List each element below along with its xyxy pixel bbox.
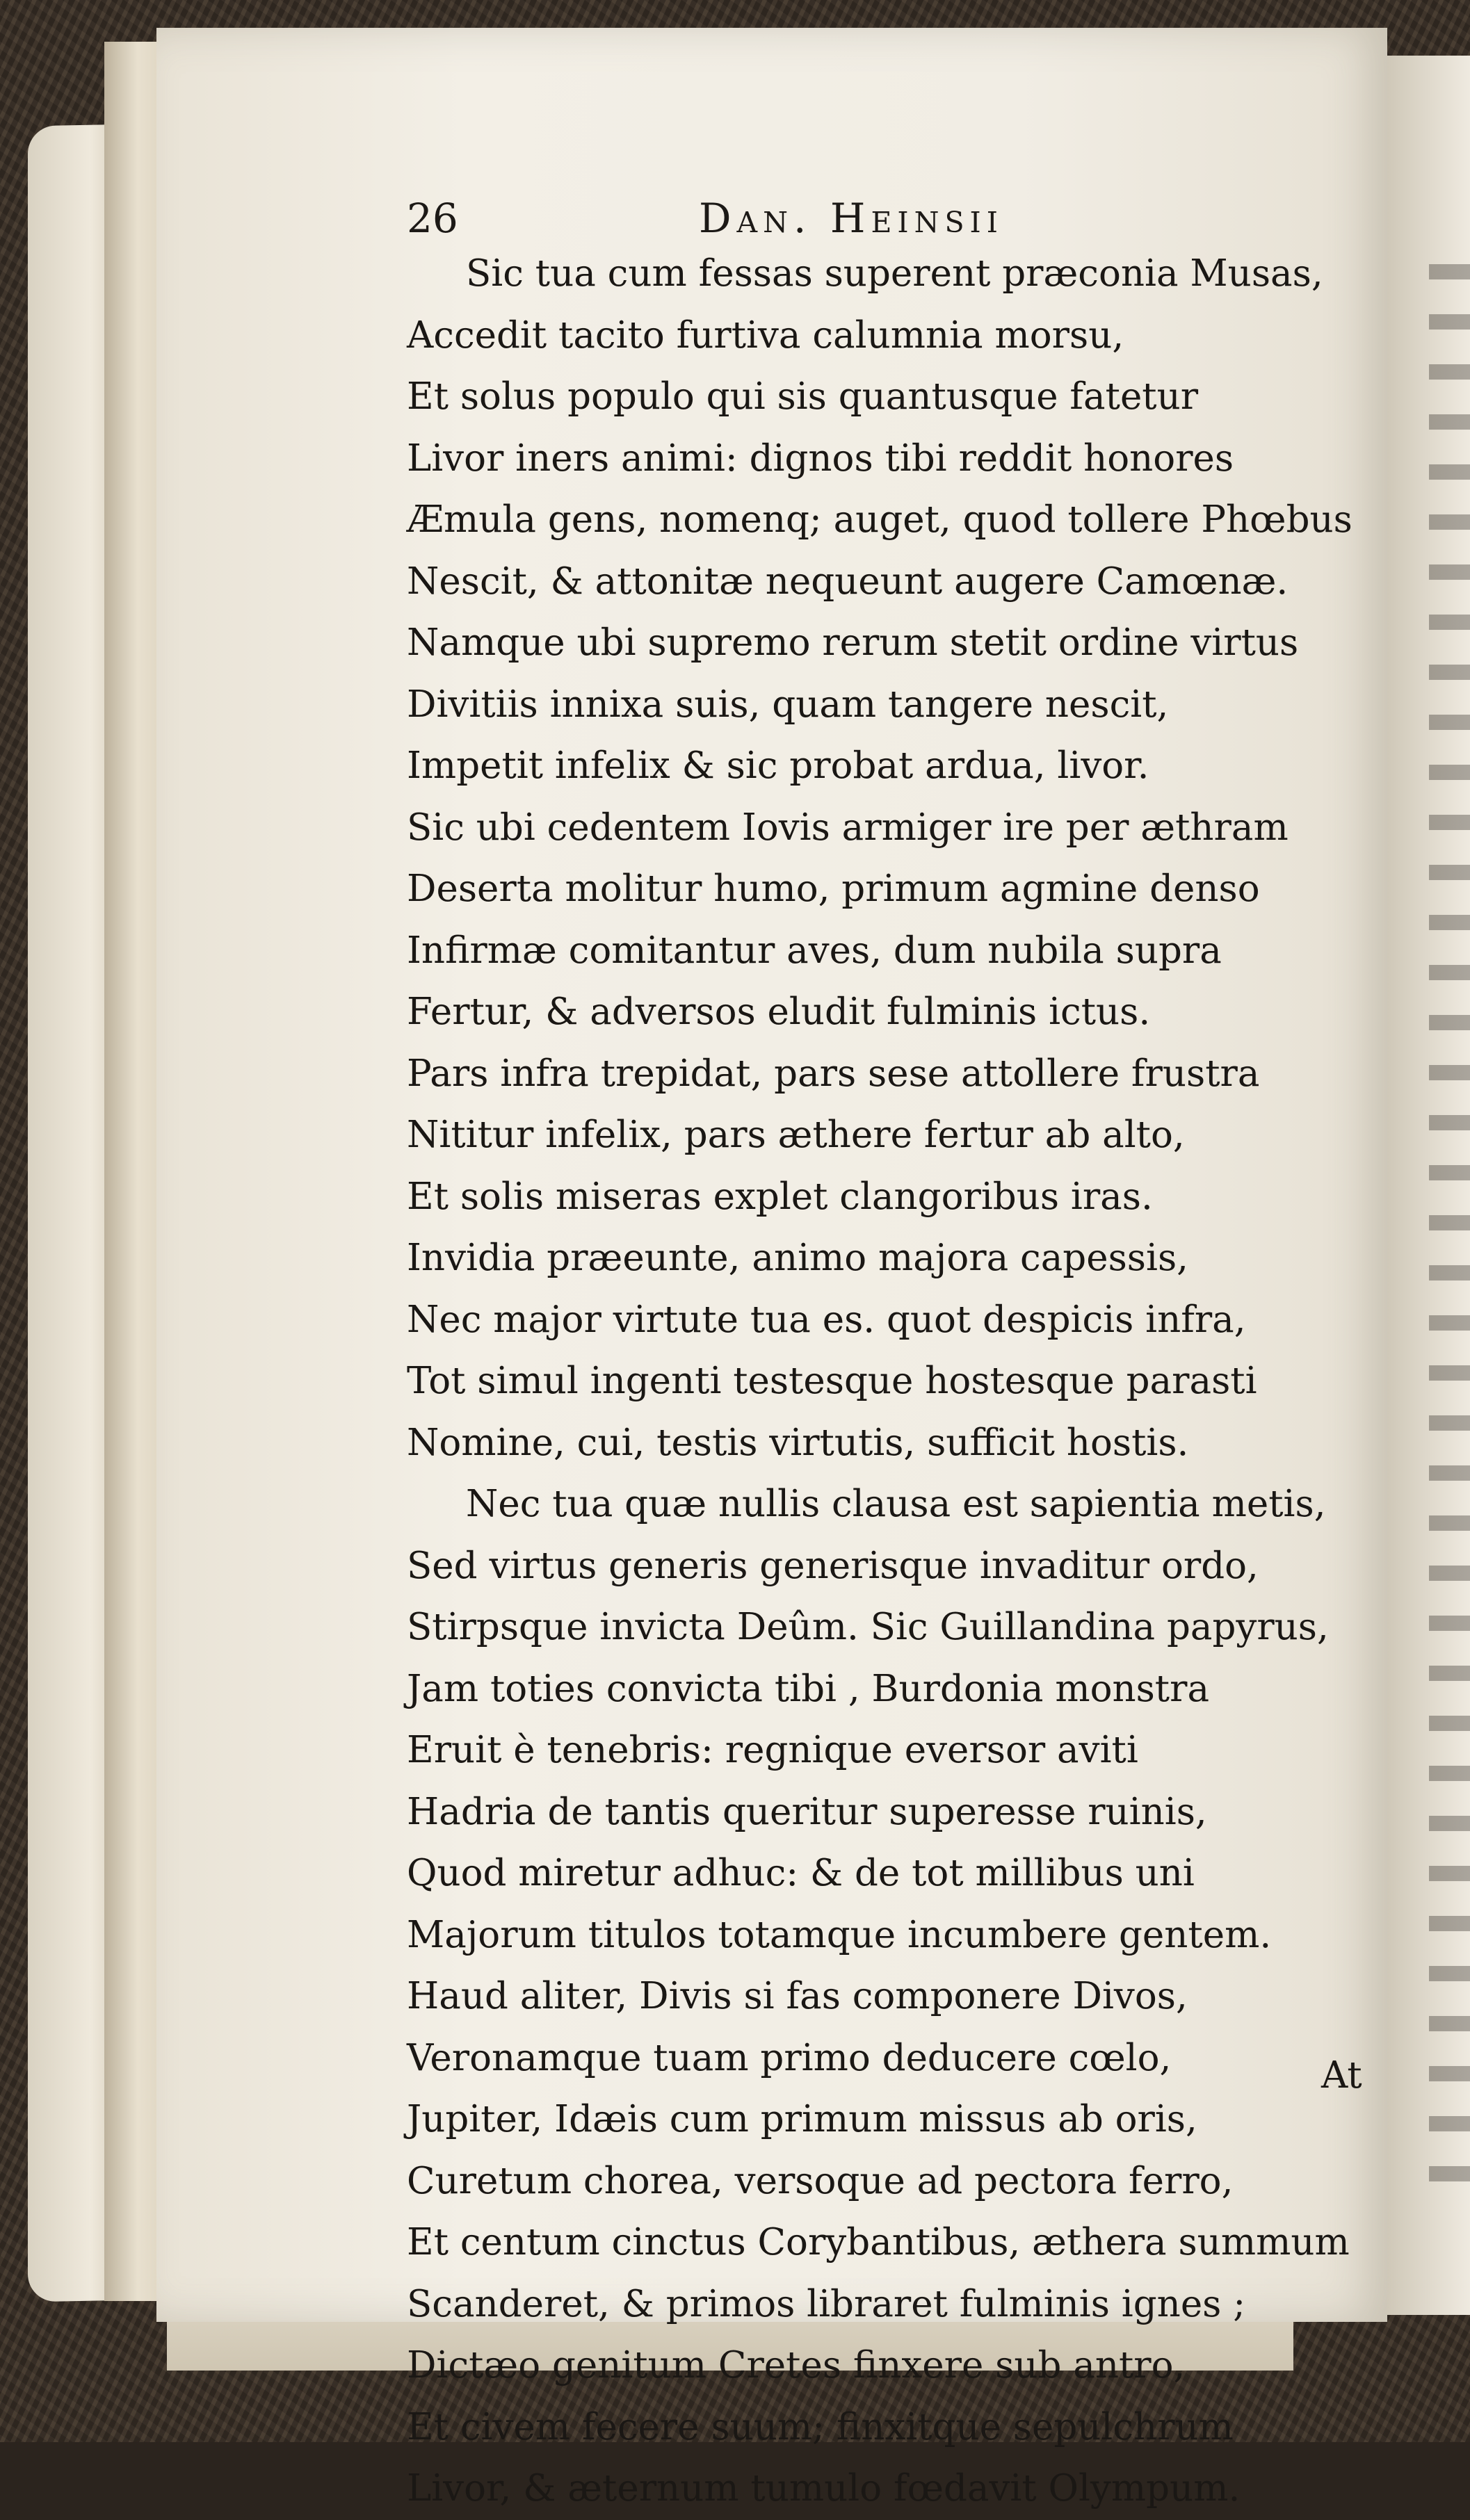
verse-line: Pars infra trepidat, pars sese attollere frustra <box>407 1052 1260 1095</box>
page-number: 26 <box>407 195 458 242</box>
verse-line: Fertur, & adversos eludit fulminis ictus. <box>407 991 1151 1033</box>
verse-line: Et solus populo qui sis quantusque fatetur <box>407 375 1199 418</box>
verse-line: Invidia præeunte, animo majora capessis, <box>407 1237 1188 1279</box>
catchword: At <box>1321 2054 1362 2097</box>
verse-line: Et civem fecere suum; finxitque sepulchrum <box>407 2405 1234 2448</box>
verse-line: Namque ubi supremo rerum stetit ordine virtus <box>407 621 1299 664</box>
verse-line: Nititur infelix, pars æthere fertur ab alto, <box>407 1114 1185 1156</box>
verse-line: Tot simul ingenti testesque hostesque parasti <box>407 1360 1257 1402</box>
verse-line: Curetum chorea, versoque ad pectora ferro, <box>407 2159 1234 2202</box>
verse-line: Sic ubi cedentem Iovis armiger ire per æthram <box>407 806 1289 849</box>
facing-page-text <box>1429 264 1470 2211</box>
verse-line: Scanderet, & primos libraret fulminis ignes ; <box>407 2282 1246 2325</box>
verse-line: Majorum titulos totamque incumbere gentem. <box>407 1913 1272 1956</box>
verse-line: Haud aliter, Divis si fas componere Divos, <box>407 1975 1188 2017</box>
verse-line: Livor iners animi: dignos tibi reddit honores <box>407 437 1234 480</box>
verse-text <box>407 243 1380 2520</box>
verse-line: Jupiter, Idæis cum primum missus ab oris, <box>407 2098 1197 2140</box>
verse-line: Accedit tacito furtiva calumnia morsu, <box>407 314 1124 357</box>
verse-line: Dictæo genitum Cretes finxere sub antro, <box>407 2344 1186 2387</box>
verse-line: Veronamque tuam primo deducere cœlo, <box>407 2036 1172 2079</box>
verse-line: Nomine, cui, testis virtutis, sufficit hostis. <box>407 1421 1189 1464</box>
verse-line: Infirmæ comitantur aves, dum nubila supra <box>407 929 1222 972</box>
verse-line: Et solis miseras explet clangoribus iras. <box>407 1175 1153 1218</box>
verse-line: Divitiis innixa suis, quam tangere nescit, <box>407 683 1169 726</box>
verse-line: Impetit infelix & sic probat ardua, livor. <box>407 745 1149 787</box>
verse-line: Sed virtus generis generisque invaditur ordo, <box>407 1544 1259 1587</box>
verse-line: Nec tua quæ nullis clausa est sapientia metis, <box>466 1483 1326 1525</box>
verse-line: Livor, & æternum tumulo fœdavit Olympum. <box>407 2467 1241 2510</box>
verse-line: Deserta molitur humo, primum agmine denso <box>407 868 1260 910</box>
verse-line: Stirpsque invicta Deûm. Sic Guillandina papyrus, <box>407 1606 1329 1648</box>
verse-line: Eruit è tenebris: regnique eversor aviti <box>407 1729 1138 1771</box>
verse-line: Æmula gens, nomenq; auget, quod tollere Phœbus <box>407 498 1352 541</box>
verse-line: Jam toties convicta tibi , Burdonia monstra <box>407 1667 1210 1710</box>
verse-line: Hadria de tantis queritur superesse ruinis, <box>407 1790 1207 1833</box>
verse-line: Nescit, & attonitæ nequeunt augere Camœnæ. <box>407 560 1289 603</box>
verse-line: Nec major virtute tua es. quot despicis infra, <box>407 1298 1246 1341</box>
verse-line: Sic tua cum fessas superent præconia Musas, <box>466 252 1323 295</box>
running-head: Dan. Heinsii <box>699 195 1003 242</box>
verse-line: Et centum cinctus Corybantibus, æthera summum <box>407 2221 1350 2263</box>
verse-line: Quod miretur adhuc: & de tot millibus uni <box>407 1852 1195 1894</box>
